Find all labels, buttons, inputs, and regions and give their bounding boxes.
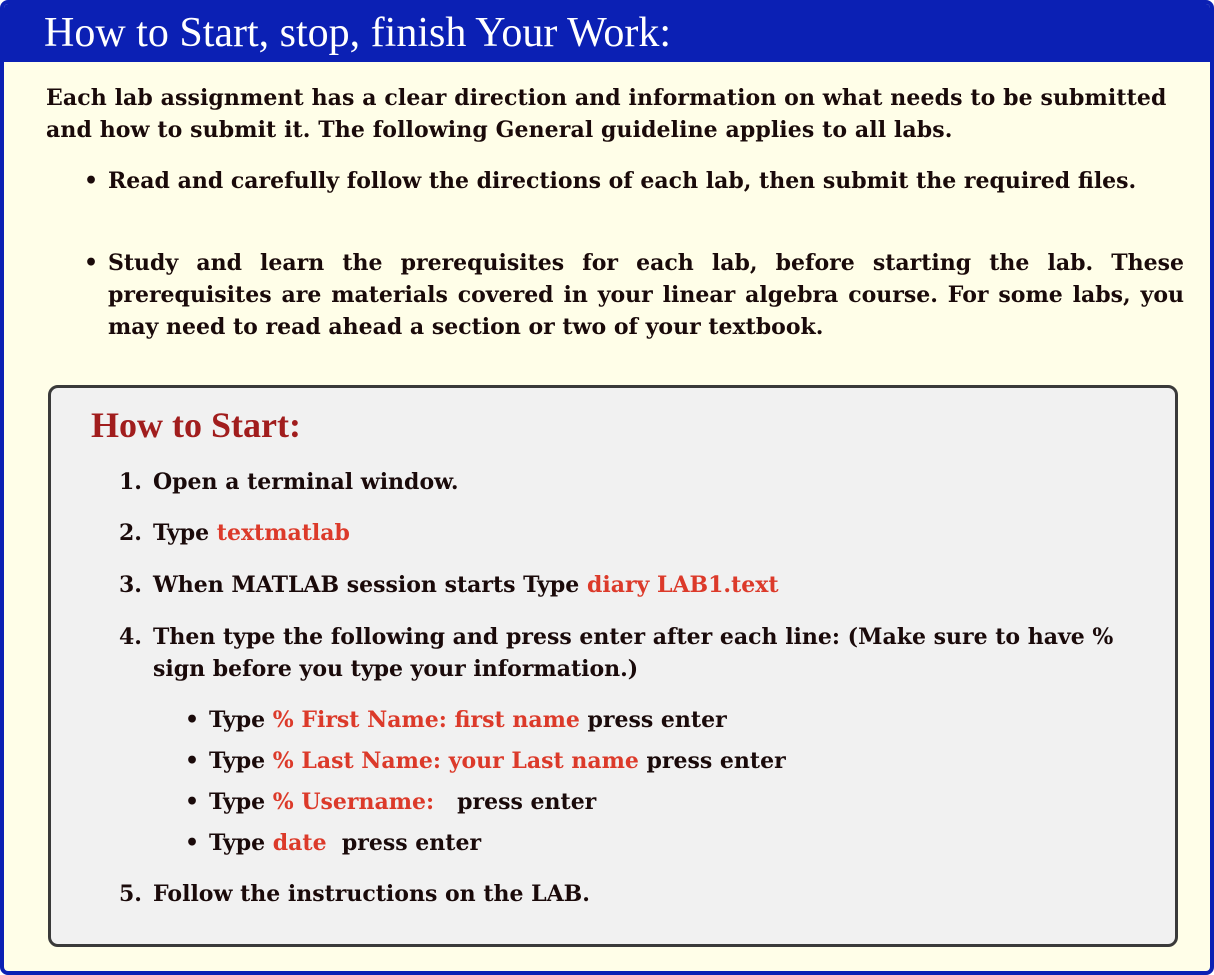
command-text: date (272, 830, 327, 856)
command-text: % First Name: first name (272, 707, 580, 733)
panel-title: How to Start, stop, finish Your Work: (4, 4, 1210, 62)
bullet-icon: • (84, 168, 99, 194)
sub-item (185, 827, 481, 859)
guideline-list-item (84, 165, 1184, 197)
intro-paragraph: Each lab assignment has a clear direction and information on what needs to be submitted and how to submit it. The following General guideline applies to all labs. (46, 85, 1167, 143)
bullet-icon: • (185, 748, 200, 774)
sub-item (185, 745, 786, 777)
command-text: textmatlab (216, 520, 350, 546)
step-text: When MATLAB session starts Type (153, 572, 587, 598)
step-text: Open a terminal window. (153, 469, 459, 495)
sub-item-suffix: press enter (326, 830, 482, 856)
step-number: 1. (119, 469, 142, 495)
how-to-start-box (48, 385, 1178, 947)
step-text: Follow the instructions on the LAB. (153, 881, 590, 907)
guideline-list-item (84, 247, 1184, 343)
guideline-text: Read and carefully follow the directions of each lab, then submit the required files. (108, 168, 1137, 194)
step-number: 3. (119, 572, 142, 598)
step-item (119, 621, 1159, 685)
command-text: % Username: (272, 789, 435, 815)
command-text: % Last Name: your Last name (272, 748, 639, 774)
sub-item-prefix: Type (209, 748, 273, 774)
bullet-icon: • (185, 830, 200, 856)
step-number: 2. (119, 520, 142, 546)
guideline-text: Study and learn the prerequisites for each lab, before starting the lab. These prerequisites are materials covered in your linear algebra course. For some labs, you may need to read ahead a section or two of your textbook. (108, 250, 1184, 340)
command-text: diary LAB1.text (586, 572, 779, 598)
sub-item-prefix: Type (209, 830, 273, 856)
sub-item (185, 704, 727, 736)
step-item (119, 878, 1159, 910)
sub-item-suffix: press enter (434, 789, 597, 815)
step-number: 4. (119, 624, 142, 650)
sub-item-suffix: press enter (638, 748, 786, 774)
step-text: Type (153, 520, 217, 546)
sub-item-suffix: press enter (579, 707, 727, 733)
bullet-icon: • (84, 250, 99, 276)
step-item (119, 569, 1159, 601)
sub-item-prefix: Type (209, 789, 273, 815)
sub-item (185, 786, 596, 818)
step-item (119, 517, 1159, 549)
step-item (119, 466, 1159, 498)
box-title: How to Start: (91, 405, 301, 445)
bullet-icon: • (185, 789, 200, 815)
step-text: Then type the following and press enter after each line: (Make sure to have % sign before you type your information.) (153, 624, 1114, 682)
step-number: 5. (119, 881, 142, 907)
sub-item-prefix: Type (209, 707, 273, 733)
bullet-icon: • (185, 707, 200, 733)
